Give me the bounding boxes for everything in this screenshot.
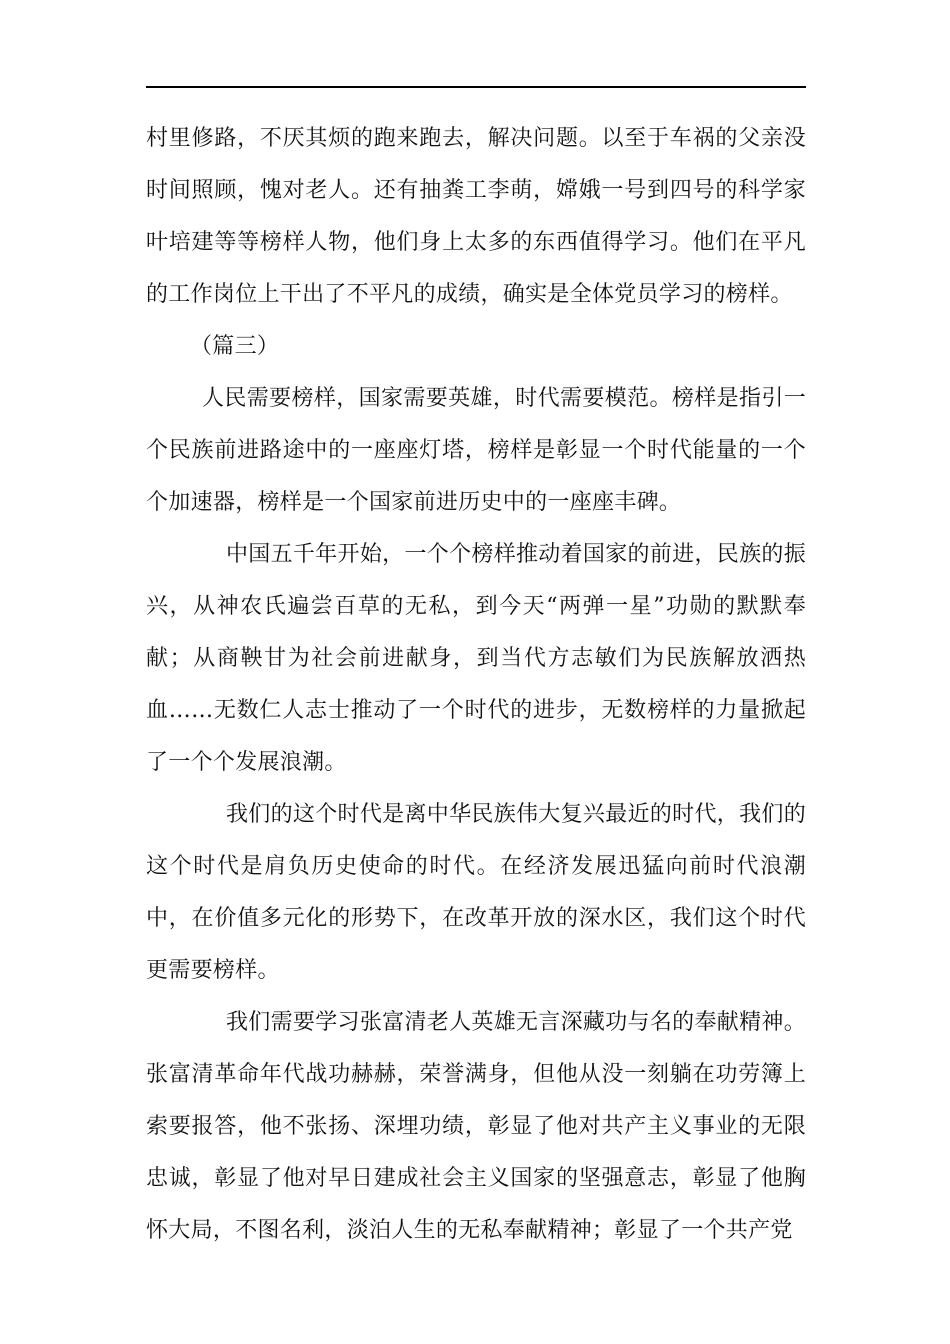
paragraph-continuation: 村里修路，不厌其烦的跑来跑去，解决问题。以至于车祸的父亲没时间照顾，愧对老人。还有抽粪工李萌，嫦娥一号到四号的科学家叶培建等等榜样人物，他们身上太多的东西值得学习。他们在平凡的工作岗位上干出了不平凡的成绩，确实是全体党员学习的榜样。 <box>146 126 806 307</box>
document-body <box>146 113 806 1257</box>
header-rule <box>146 86 806 88</box>
paragraph-history: 中国五千年开始，一个个榜样推动着国家的前进，民族的振兴，从神农氏遍尝百草的无私，到今天“两弹一星”功勋的默默奉献；从商鞅甘为社会前进献身，到当代方志敏们为民族解放洒热血……无数仁人志士推动了一个时代的进步，无数榜样的力量掀起了一个个发展浪潮。 <box>146 542 806 775</box>
paragraph-era: 我们的这个时代是离中华民族伟大复兴最近的时代，我们的这个时代是肩负历史使命的时代。在经济发展迅猛向前时代浪潮中，在价值多元化的形势下，在改革开放的深水区，我们这个时代更需要榜样。 <box>146 802 806 983</box>
section-heading: （篇三） <box>190 334 280 359</box>
paragraph-zhang-fuqing: 我们需要学习张富清老人英雄无言深藏功与名的奉献精神。张富清革命年代战功赫赫，荣誉满身，但他从没一刻躺在功劳簿上索要报答，他不张扬、深埋功绩，彰显了他对共产主义事业的无限忠诚，彰显了他对早日建成社会主义国家的坚强意志，彰显了他胸怀大局，不图名利，淡泊人生的无私奉献精神；彰显了一个共产党 <box>146 1010 806 1243</box>
paragraph-intro: 人民需要榜样，国家需要英雄，时代需要模范。榜样是指引一个民族前进路途中的一座座灯塔，榜样是彰显一个时代能量的一个个加速器，榜样是一个国家前进历史中的一座座丰碑。 <box>146 386 806 515</box>
